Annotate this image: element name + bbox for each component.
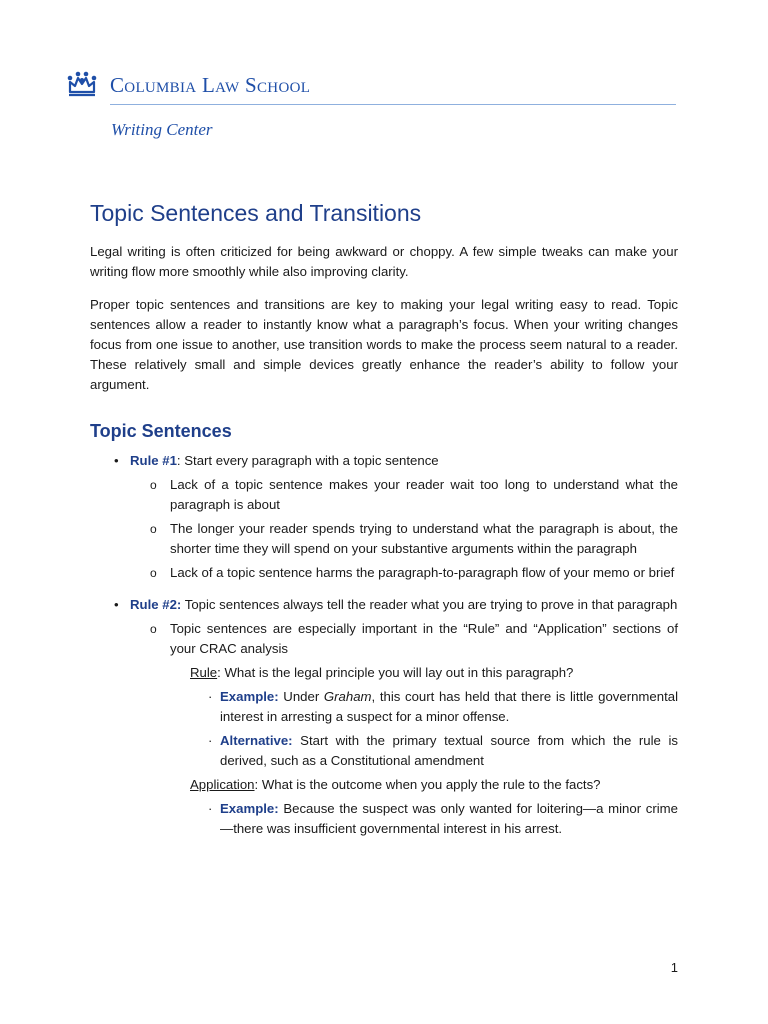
example-label: Example: [220,801,279,816]
circle-bullet-icon: o [150,478,157,492]
alternative-label: Alternative: [220,733,293,748]
dot-icon: · [208,733,213,748]
rule-label: Rule #1 [130,453,177,468]
crac-question: : What is the legal principle you will lay out in this paragraph? [217,665,574,680]
document-title: Topic Sentences and Transitions [90,200,422,226]
crac-heading [190,663,678,683]
rule-text: Topic sentences always tell the reader what you are trying to prove in that paragraph [181,597,678,612]
example-text-cont: , this court has held that there is little governmental interest in arresting a suspect for a minor offense. [220,689,679,724]
crac-term: Application [190,777,255,792]
crac-term: Rule [190,665,218,680]
example-label: Example: [220,689,279,704]
sub-item-text: The longer your reader spends trying to understand what the paragraph is about, the shorter time they will spend on your substantive arguments within the paragraph [170,521,678,556]
crac-heading [190,775,678,795]
circle-bullet-icon: o [150,566,157,580]
dot-icon: · [208,801,213,816]
bullet-icon: • [114,453,119,468]
rule-item [90,595,678,839]
rules-list [90,451,678,839]
sub-item [130,519,678,559]
sub-item-text: Lack of a topic sentence harms the paragraph-to-paragraph flow of your memo or brief [170,565,675,580]
school-name: Columbia Law School [110,72,311,97]
main-content [90,198,678,851]
section-heading: Topic Sentences [90,421,232,441]
page-number: 1 [670,960,678,975]
sub-item [130,619,678,659]
sub-item [130,563,678,583]
header-subtitle: Writing Center [111,120,213,139]
example-item [190,687,678,727]
example-item [190,731,678,771]
intro-paragraph-2: Proper topic sentences and transitions are key to making your legal writing easy to read. Topic sentences allow a reader to instantly know what a paragraph’s focus. When your writing changes focus from one issue to another, use transition words to make the process seem natural to a reader. These relatively small and simple devices greatly enhance the reader’s ability to follow your argument. [90,297,678,392]
rule-subitems [130,475,678,583]
rule-item [90,451,678,583]
bullet-icon: • [114,597,119,612]
example-list [190,687,678,771]
sub-item [130,475,678,515]
rule-label: Rule #2: [130,597,182,612]
example-text: Because the suspect was only wanted for loitering—a minor crime—there was insufficient governmental interest in his arrest. [220,801,678,836]
example-text: Under [278,689,324,704]
circle-bullet-icon: o [150,622,157,636]
header-divider [110,104,676,105]
crac-question: : What is the outcome when you apply the rule to the facts? [254,777,601,792]
dot-icon: · [208,689,213,704]
case-name: Graham [323,689,372,704]
intro-paragraph-1: Legal writing is often criticized for being awkward or choppy. A few simple tweaks can make your writing flow more smoothly while also improving clarity. [90,244,678,279]
crac-rule-block [190,663,678,771]
sub-item-text: Topic sentences are especially important in the “Rule” and “Application” sections of your CRAC analysis [170,621,678,656]
crac-application-block [190,775,678,839]
rule-text: : Start every paragraph with a topic sentence [176,453,439,468]
circle-bullet-icon: o [150,522,157,536]
header-logo [66,70,310,98]
example-text: Start with the primary textual source from which the rule is derived, such as a Constitutional amendment [220,733,678,768]
sub-item-text: Lack of a topic sentence makes your reader wait too long to understand what the paragraph is about [170,477,678,512]
example-item [190,799,678,839]
crown-icon [66,70,98,98]
rule-subitems [130,619,678,659]
example-list [190,799,678,839]
